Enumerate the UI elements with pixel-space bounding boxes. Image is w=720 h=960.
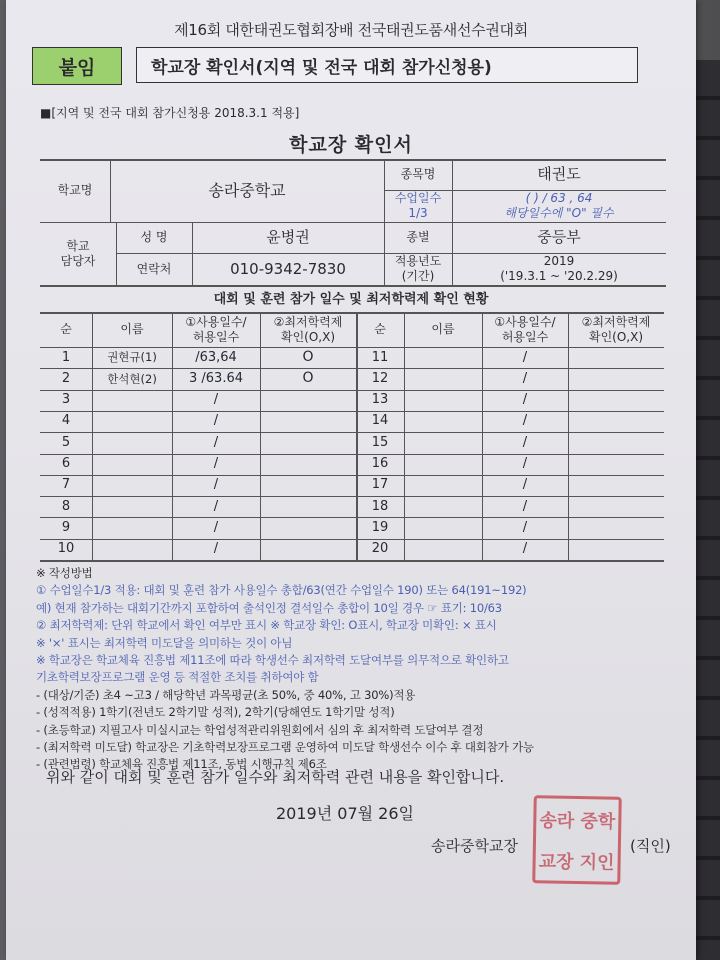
row-days: /63,64 — [195, 349, 237, 365]
year-value-cell — [452, 253, 666, 285]
header-grade — [260, 312, 356, 347]
attend-label — [384, 190, 452, 222]
row-no-right: 15 — [371, 434, 389, 450]
row-days-right: / — [522, 519, 528, 535]
header-days — [172, 312, 260, 347]
row-no-right: 17 — [371, 477, 389, 493]
form-code: ■[지역 및 전국 대회 참가신청용 2018.3.1 적용] — [40, 106, 300, 120]
row-days-right: / — [522, 392, 528, 408]
row-name — [92, 496, 172, 517]
row-days: / — [213, 392, 219, 408]
event-title: 제16회 대한태권도협회장배 전국태권도품새선수권대회 — [174, 21, 528, 39]
attend-label-2: 1/3 — [408, 206, 428, 220]
attend-label-1: 수업일수 — [394, 191, 442, 205]
row-days-right: / — [522, 541, 528, 557]
header-no-right: 순 — [374, 322, 386, 336]
row-check — [260, 517, 356, 538]
row-no: 6 — [61, 456, 71, 472]
section-title: 대회 및 훈련 참가 일수 및 최저학력제 확인 현황 — [213, 292, 489, 307]
seal-char: 교장 — [538, 850, 574, 873]
row-days-right: / — [522, 456, 528, 472]
header-title-box: 학교장 확인서(지역 및 전국 대회 참가신청용) — [136, 47, 638, 83]
row-no-right: 14 — [371, 413, 389, 429]
division-label: 종별 — [406, 230, 430, 244]
row-days: / — [213, 498, 219, 514]
row-no: 3 — [61, 392, 71, 408]
row-name — [92, 517, 172, 538]
note-line: - (성적적용) 1학기(전년도 2학기말 성적), 2학기(당해연도 1학기말 성적) — [36, 705, 395, 720]
name-value: 윤병권 — [266, 228, 310, 247]
note-line: ※ 학교장은 학교체육 진흥법 제11조에 따라 학생선수 최저학력 도달여부를 의무적으로 확인하고 — [36, 653, 509, 667]
row-no: 10 — [57, 541, 75, 557]
year-label-1: 적용년도 — [394, 254, 442, 268]
row-check — [260, 454, 356, 475]
row-days: / — [213, 519, 219, 535]
header-days-right-1: ①사용일수/ — [494, 314, 556, 329]
row-check — [260, 390, 356, 411]
attend-value-cell — [452, 190, 666, 222]
manager-label-2: 담당자 — [60, 253, 96, 268]
row-days-right: / — [522, 498, 528, 514]
row-check — [260, 475, 356, 496]
row-check: O — [302, 370, 314, 387]
row-check — [260, 432, 356, 453]
row-days-right: / — [522, 413, 528, 429]
year-label — [384, 253, 452, 285]
row-no-right: 19 — [371, 519, 389, 535]
row-days-right: / — [522, 349, 528, 365]
document-title: 학교장 확인서 — [289, 134, 413, 156]
row-days-right: / — [522, 370, 528, 386]
row-name — [92, 390, 172, 411]
row-days: / — [213, 456, 219, 472]
row-days: / — [213, 477, 219, 493]
row-days-right: / — [522, 477, 528, 493]
row-days: 3 /63.64 — [189, 370, 243, 386]
seal-label: (직인) — [630, 837, 671, 855]
row-no-right: 13 — [371, 392, 389, 408]
note-line: - (대상/기준) 초4 ~고3 / 해당학년 과목평균(초 50%, 중 40%, 고 30%)적용 — [36, 687, 416, 702]
sport-value: 태권도 — [537, 165, 581, 184]
row-no: 2 — [61, 370, 71, 386]
row-name: 한석현(2) — [107, 371, 157, 386]
note-line: ※ 작성방법 — [36, 566, 93, 580]
row-no: 7 — [61, 477, 71, 493]
official-seal — [532, 795, 622, 885]
row-check — [260, 411, 356, 432]
seal-char: 송라 — [539, 809, 575, 832]
note-line: 기초학력보장프로그램 운영 등 적절한 조치를 취하여야 함 — [36, 670, 319, 685]
contact-label: 연락처 — [136, 261, 172, 276]
header-no: 순 — [60, 322, 72, 336]
row-days: / — [213, 541, 219, 557]
header-days-right — [482, 312, 568, 347]
row-no: 1 — [61, 349, 71, 365]
header-name: 이름 — [120, 322, 144, 336]
header-days-1: ①사용일수/ — [185, 314, 247, 329]
header-name-right: 이름 — [431, 322, 455, 336]
row-name — [92, 454, 172, 475]
row-no: 9 — [61, 519, 71, 535]
attachment-badge: 붙임 — [32, 47, 122, 85]
header-grade-1: ②최저학력제 — [273, 314, 343, 329]
row-days-right: / — [522, 434, 528, 450]
confirm-text: 위와 같이 대회 및 훈련 참가 일수와 최저학력 관련 내용을 확인합니다. — [46, 768, 505, 786]
row-no-right: 16 — [371, 456, 389, 472]
manager-label — [40, 222, 116, 285]
sport-label: 종목명 — [400, 167, 436, 181]
row-days: / — [213, 434, 219, 450]
school-name: 송라중학교 — [208, 180, 286, 200]
row-no: 4 — [61, 413, 71, 429]
division-value: 중등부 — [537, 228, 581, 247]
date-text: 2019년 07월 26일 — [276, 804, 414, 823]
row-days: / — [213, 413, 219, 429]
note-line: - (최저학력 미도달) 학교장은 기초학력보장프로그램 운영하여 미도달 학생선수 이수 후 대회참가 가능 — [36, 740, 534, 754]
row-name — [92, 411, 172, 432]
year-label-2: (기간) — [401, 269, 435, 283]
row-name — [92, 432, 172, 453]
note-line: ② 최저학력제: 단위 학교에서 확인 여부만 표시 ※ 학교장 확인: O표시, 학교장 미확인: × 표시 — [36, 618, 497, 633]
year-value: 2019 — [543, 254, 575, 268]
row-check: O — [302, 348, 314, 365]
header-days-2: 허용일수 — [192, 329, 240, 344]
note-line: 예) 현재 참가하는 대회기간까지 포함하여 출석인정 결석일수 총합이 10일 경우 ☞ 표기: 10/63 — [36, 600, 502, 615]
period-value: ('19.3.1 ~ '20.2.29) — [500, 269, 618, 283]
note-line: ① 수업일수1/3 적용: 대회 및 훈련 참가 사용일수 총합/63(연간 수업일수 190) 또는 64(191~192) — [36, 583, 527, 598]
contact-value: 010-9342-7830 — [230, 259, 346, 278]
name-label: 성 명 — [140, 230, 168, 244]
row-no: 5 — [61, 434, 71, 450]
row-name: 권현규(1) — [107, 350, 157, 365]
row-name — [92, 539, 172, 560]
row-check — [260, 539, 356, 560]
row-no: 8 — [61, 498, 71, 514]
seal-char: 중학 — [580, 810, 616, 833]
header-grade-2: 확인(O,X) — [280, 329, 336, 344]
row-check — [260, 496, 356, 517]
row-name — [92, 475, 172, 496]
header-grade-right-2: 확인(O,X) — [588, 329, 644, 344]
row-no-right: 18 — [371, 498, 389, 514]
note-line: ※ '×' 표시는 최저학력 미도달을 의미하는 것이 아님 — [36, 635, 293, 650]
note-line: - (초등학교) 지필고사 미실시교는 학업성적관리위원회에서 심의 후 최저학력 도달여부 결정 — [36, 722, 484, 737]
header-days-right-2: 허용일수 — [501, 329, 549, 344]
attend-value: ( ) / 63 , 64 — [525, 191, 593, 205]
row-no-right: 20 — [371, 541, 389, 557]
school-label: 학교명 — [57, 183, 93, 197]
principal-text: 송라중학교장 — [431, 837, 518, 855]
attend-note: 해당일수에 "O" 필수 — [504, 206, 614, 220]
row-no-right: 12 — [371, 370, 389, 386]
header-grade-right-1: ②최저학력제 — [581, 314, 651, 329]
note-line: - (관련법령) 학교체육 진흥법 제11조, 동법 시행규칙 제6조 — [36, 757, 327, 772]
manager-label-1: 학교 — [66, 238, 90, 253]
header-grade-right — [568, 312, 664, 347]
document-paper — [6, 0, 696, 960]
seal-char: 지인 — [579, 851, 615, 874]
row-no-right: 11 — [371, 349, 389, 365]
